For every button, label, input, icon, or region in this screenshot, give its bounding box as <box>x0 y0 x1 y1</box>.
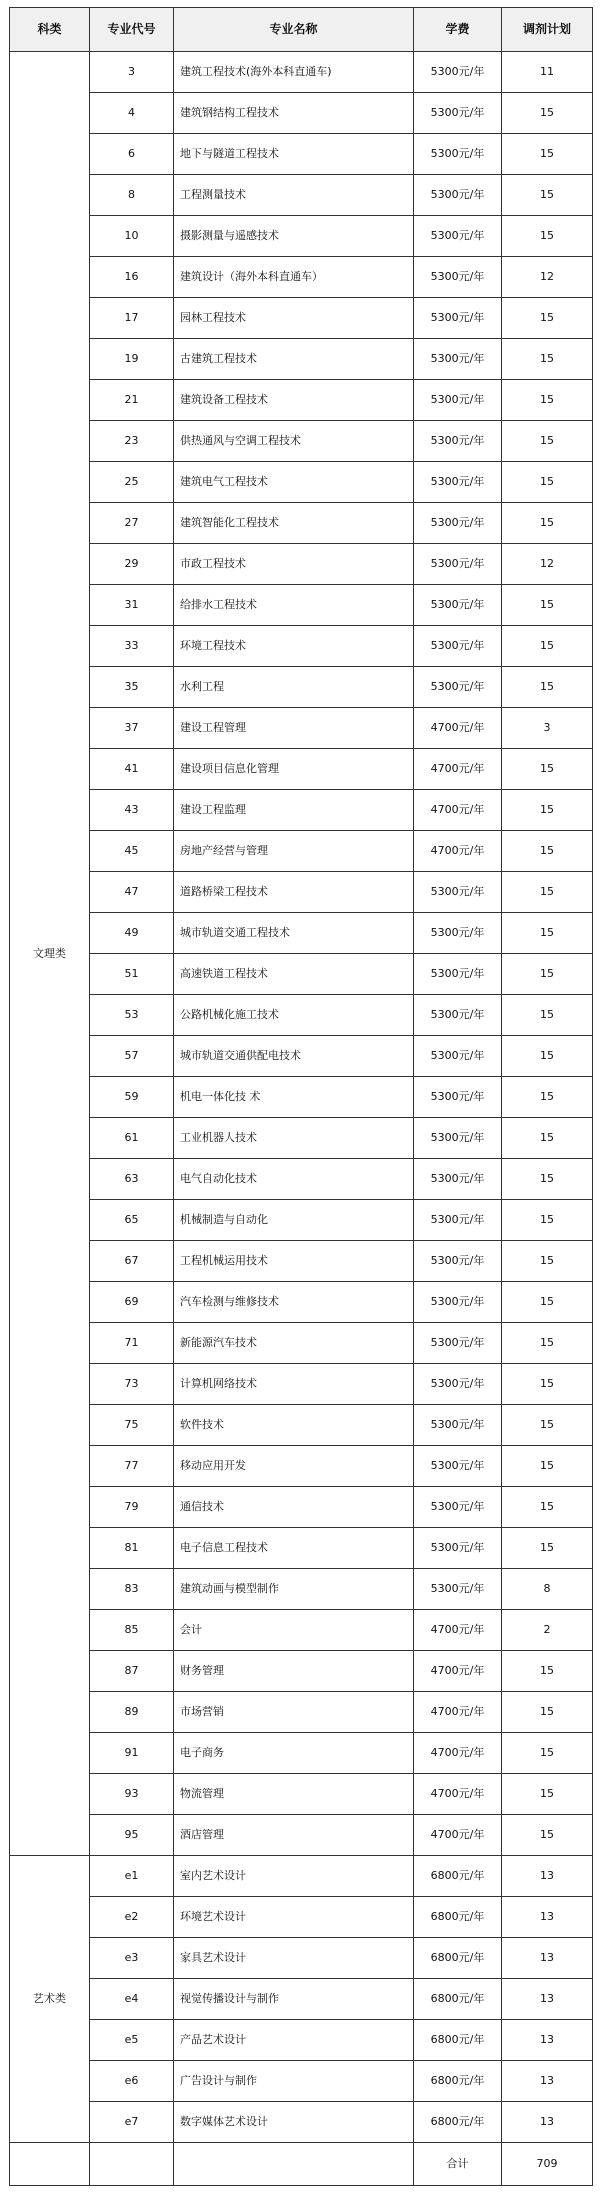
plan-cell: 15 <box>502 626 593 667</box>
major-name-cell: 地下与隧道工程技术 <box>174 134 414 175</box>
tuition-cell: 4700元/年 <box>414 1610 502 1651</box>
major-name-cell: 计算机网络技术 <box>174 1364 414 1405</box>
plan-cell: 15 <box>502 216 593 257</box>
plan-cell: 15 <box>502 831 593 872</box>
major-name-cell: 产品艺术设计 <box>174 2020 414 2061</box>
tuition-cell: 5300元/年 <box>414 339 502 380</box>
plan-cell: 15 <box>502 1528 593 1569</box>
major-name-cell: 数字媒体艺术设计 <box>174 2102 414 2143</box>
table-row <box>10 339 593 380</box>
major-name-cell: 会计 <box>174 1610 414 1651</box>
table-row <box>10 749 593 790</box>
plan-cell: 12 <box>502 257 593 298</box>
major-name-cell: 建设工程管理 <box>174 708 414 749</box>
table-row <box>10 421 593 462</box>
major-code-cell: 77 <box>90 1446 174 1487</box>
plan-cell: 15 <box>502 93 593 134</box>
major-code-cell: 41 <box>90 749 174 790</box>
major-code-cell: 87 <box>90 1651 174 1692</box>
major-name-cell: 建筑动画与模型制作 <box>174 1569 414 1610</box>
major-name-cell: 工业机器人技术 <box>174 1118 414 1159</box>
header-fee: 学费 <box>414 8 502 52</box>
table-row <box>10 1364 593 1405</box>
major-code-cell: 35 <box>90 667 174 708</box>
table-row <box>10 1815 593 1856</box>
tuition-cell: 5300元/年 <box>414 667 502 708</box>
plan-cell: 13 <box>502 2020 593 2061</box>
table-row <box>10 2102 593 2143</box>
major-code-cell: 93 <box>90 1774 174 1815</box>
tuition-cell: 5300元/年 <box>414 1159 502 1200</box>
major-code-cell: e6 <box>90 2061 174 2102</box>
table-row <box>10 995 593 1036</box>
tuition-cell: 5300元/年 <box>414 954 502 995</box>
major-code-cell: 79 <box>90 1487 174 1528</box>
major-code-cell: 33 <box>90 626 174 667</box>
tuition-cell: 5300元/年 <box>414 1077 502 1118</box>
tuition-cell: 6800元/年 <box>414 2102 502 2143</box>
tuition-cell: 4700元/年 <box>414 1733 502 1774</box>
plan-cell: 15 <box>502 995 593 1036</box>
major-code-cell: 57 <box>90 1036 174 1077</box>
major-name-cell: 建筑钢结构工程技术 <box>174 93 414 134</box>
tuition-cell: 5300元/年 <box>414 216 502 257</box>
major-name-cell: 市政工程技术 <box>174 544 414 585</box>
major-name-cell: 通信技术 <box>174 1487 414 1528</box>
major-name-cell: 古建筑工程技术 <box>174 339 414 380</box>
plan-cell: 15 <box>502 1774 593 1815</box>
category-cell: 艺术类 <box>10 1856 90 2143</box>
table-row <box>10 1897 593 1938</box>
tuition-cell: 4700元/年 <box>414 1774 502 1815</box>
major-code-cell: 4 <box>90 93 174 134</box>
major-code-cell: e7 <box>90 2102 174 2143</box>
tuition-cell: 5300元/年 <box>414 544 502 585</box>
major-name-cell: 道路桥梁工程技术 <box>174 872 414 913</box>
table-row <box>10 1200 593 1241</box>
major-code-cell: e4 <box>90 1979 174 2020</box>
table-row <box>10 2061 593 2102</box>
total-blank-cell <box>10 2143 90 2186</box>
tuition-cell: 5300元/年 <box>414 257 502 298</box>
tuition-cell: 4700元/年 <box>414 749 502 790</box>
plan-cell: 15 <box>502 1446 593 1487</box>
plan-cell: 15 <box>502 1118 593 1159</box>
table-row <box>10 667 593 708</box>
plan-cell: 15 <box>502 749 593 790</box>
tuition-cell: 4700元/年 <box>414 1692 502 1733</box>
header-plan: 调剂计划 <box>502 8 593 52</box>
plan-cell: 15 <box>502 339 593 380</box>
plan-cell: 11 <box>502 52 593 93</box>
tuition-cell: 5300元/年 <box>414 134 502 175</box>
major-code-cell: 10 <box>90 216 174 257</box>
major-name-cell: 环境工程技术 <box>174 626 414 667</box>
tuition-cell: 6800元/年 <box>414 1979 502 2020</box>
major-code-cell: 27 <box>90 503 174 544</box>
table-row <box>10 257 593 298</box>
major-name-cell: 工程机械运用技术 <box>174 1241 414 1282</box>
table-row <box>10 1610 593 1651</box>
total-value: 709 <box>502 2143 593 2186</box>
plan-cell: 15 <box>502 1405 593 1446</box>
tuition-cell: 5300元/年 <box>414 421 502 462</box>
major-name-cell: 建筑电气工程技术 <box>174 462 414 503</box>
plan-cell: 15 <box>502 462 593 503</box>
plan-cell: 3 <box>502 708 593 749</box>
tuition-cell: 4700元/年 <box>414 831 502 872</box>
major-code-cell: e3 <box>90 1938 174 1979</box>
table-row <box>10 1077 593 1118</box>
table-row <box>10 1856 593 1897</box>
tuition-cell: 5300元/年 <box>414 462 502 503</box>
tuition-cell: 5300元/年 <box>414 1200 502 1241</box>
major-name-cell: 新能源汽车技术 <box>174 1323 414 1364</box>
total-label: 合计 <box>414 2143 502 2186</box>
tuition-cell: 5300元/年 <box>414 1323 502 1364</box>
plan-cell: 15 <box>502 667 593 708</box>
major-name-cell: 建设工程监理 <box>174 790 414 831</box>
tuition-cell: 5300元/年 <box>414 872 502 913</box>
tuition-cell: 4700元/年 <box>414 1651 502 1692</box>
table-row <box>10 1774 593 1815</box>
major-name-cell: 园林工程技术 <box>174 298 414 339</box>
plan-cell: 13 <box>502 1979 593 2020</box>
plan-cell: 15 <box>502 1077 593 1118</box>
table-row <box>10 93 593 134</box>
plan-cell: 15 <box>502 585 593 626</box>
tuition-cell: 5300元/年 <box>414 298 502 339</box>
plan-cell: 15 <box>502 1282 593 1323</box>
major-name-cell: 建筑设计（海外本科直通车） <box>174 257 414 298</box>
major-name-cell: 酒店管理 <box>174 1815 414 1856</box>
plan-cell: 15 <box>502 1692 593 1733</box>
major-code-cell: 89 <box>90 1692 174 1733</box>
plan-cell: 15 <box>502 298 593 339</box>
major-code-cell: 21 <box>90 380 174 421</box>
major-code-cell: 73 <box>90 1364 174 1405</box>
major-name-cell: 机械制造与自动化 <box>174 1200 414 1241</box>
major-name-cell: 高速铁道工程技术 <box>174 954 414 995</box>
major-name-cell: 物流管理 <box>174 1774 414 1815</box>
major-name-cell: 给排水工程技术 <box>174 585 414 626</box>
major-name-cell: 供热通风与空调工程技术 <box>174 421 414 462</box>
major-code-cell: 75 <box>90 1405 174 1446</box>
plan-cell: 13 <box>502 1938 593 1979</box>
major-code-cell: 47 <box>90 872 174 913</box>
major-name-cell: 电子信息工程技术 <box>174 1528 414 1569</box>
major-code-cell: 51 <box>90 954 174 995</box>
tuition-cell: 4700元/年 <box>414 708 502 749</box>
major-name-cell: 建筑智能化工程技术 <box>174 503 414 544</box>
plan-cell: 15 <box>502 913 593 954</box>
major-code-cell: 43 <box>90 790 174 831</box>
major-name-cell: 视觉传播设计与制作 <box>174 1979 414 2020</box>
tuition-cell: 5300元/年 <box>414 175 502 216</box>
major-code-cell: 85 <box>90 1610 174 1651</box>
plan-cell: 15 <box>502 1159 593 1200</box>
tuition-cell: 4700元/年 <box>414 1815 502 1856</box>
major-code-cell: 17 <box>90 298 174 339</box>
table-row <box>10 831 593 872</box>
tuition-cell: 5300元/年 <box>414 1282 502 1323</box>
tuition-cell: 4700元/年 <box>414 790 502 831</box>
tuition-cell: 5300元/年 <box>414 52 502 93</box>
major-code-cell: 69 <box>90 1282 174 1323</box>
major-code-cell: e2 <box>90 1897 174 1938</box>
major-name-cell: 摄影测量与遥感技术 <box>174 216 414 257</box>
tuition-cell: 5300元/年 <box>414 585 502 626</box>
plan-cell: 15 <box>502 954 593 995</box>
major-name-cell: 环境艺术设计 <box>174 1897 414 1938</box>
major-name-cell: 机电一体化技 术 <box>174 1077 414 1118</box>
major-code-cell: 49 <box>90 913 174 954</box>
tuition-cell: 5300元/年 <box>414 503 502 544</box>
major-code-cell: 23 <box>90 421 174 462</box>
tuition-cell: 6800元/年 <box>414 2061 502 2102</box>
admission-plan-table <box>9 7 593 2186</box>
plan-cell: 12 <box>502 544 593 585</box>
table-row <box>10 1323 593 1364</box>
major-code-cell: 65 <box>90 1200 174 1241</box>
tuition-cell: 5300元/年 <box>414 93 502 134</box>
major-name-cell: 建设项目信息化管理 <box>174 749 414 790</box>
plan-cell: 15 <box>502 380 593 421</box>
major-name-cell: 室内艺术设计 <box>174 1856 414 1897</box>
major-code-cell: 25 <box>90 462 174 503</box>
major-code-cell: 6 <box>90 134 174 175</box>
table-row <box>10 52 593 93</box>
table-row <box>10 2020 593 2061</box>
major-code-cell: 16 <box>90 257 174 298</box>
major-name-cell: 家具艺术设计 <box>174 1938 414 1979</box>
tuition-cell: 5300元/年 <box>414 1446 502 1487</box>
major-name-cell: 电气自动化技术 <box>174 1159 414 1200</box>
table-row <box>10 503 593 544</box>
total-blank-cell <box>90 2143 174 2186</box>
table-row <box>10 913 593 954</box>
table-row <box>10 708 593 749</box>
plan-cell: 15 <box>502 1200 593 1241</box>
tuition-cell: 5300元/年 <box>414 1487 502 1528</box>
major-name-cell: 市场营销 <box>174 1692 414 1733</box>
table-row <box>10 1487 593 1528</box>
major-name-cell: 公路机械化施工技术 <box>174 995 414 1036</box>
table-row <box>10 216 593 257</box>
table-row <box>10 1036 593 1077</box>
major-code-cell: 67 <box>90 1241 174 1282</box>
plan-cell: 13 <box>502 1856 593 1897</box>
table-row <box>10 1446 593 1487</box>
tuition-cell: 6800元/年 <box>414 1897 502 1938</box>
plan-cell: 15 <box>502 1323 593 1364</box>
plan-cell: 15 <box>502 503 593 544</box>
tuition-cell: 5300元/年 <box>414 1528 502 1569</box>
major-name-cell: 软件技术 <box>174 1405 414 1446</box>
tuition-cell: 5300元/年 <box>414 1405 502 1446</box>
total-row <box>10 2143 593 2186</box>
tuition-cell: 6800元/年 <box>414 1856 502 1897</box>
plan-cell: 15 <box>502 1815 593 1856</box>
major-name-cell: 城市轨道交通供配电技术 <box>174 1036 414 1077</box>
table-row <box>10 175 593 216</box>
table-row <box>10 1979 593 2020</box>
major-code-cell: 37 <box>90 708 174 749</box>
tuition-cell: 5300元/年 <box>414 913 502 954</box>
table-row <box>10 380 593 421</box>
tuition-cell: 5300元/年 <box>414 1036 502 1077</box>
table-row <box>10 790 593 831</box>
header-name: 专业名称 <box>174 8 414 52</box>
major-name-cell: 房地产经营与管理 <box>174 831 414 872</box>
tuition-cell: 5300元/年 <box>414 1118 502 1159</box>
major-code-cell: 71 <box>90 1323 174 1364</box>
plan-cell: 15 <box>502 134 593 175</box>
table-row <box>10 1938 593 1979</box>
table-row <box>10 1405 593 1446</box>
table-row <box>10 872 593 913</box>
plan-cell: 15 <box>502 1487 593 1528</box>
major-name-cell: 广告设计与制作 <box>174 2061 414 2102</box>
plan-cell: 15 <box>502 175 593 216</box>
major-code-cell: 61 <box>90 1118 174 1159</box>
table-row <box>10 626 593 667</box>
tuition-cell: 5300元/年 <box>414 626 502 667</box>
major-code-cell: 45 <box>90 831 174 872</box>
table-header-row <box>10 8 593 52</box>
total-blank-cell <box>174 2143 414 2186</box>
major-code-cell: 95 <box>90 1815 174 1856</box>
plan-cell: 13 <box>502 2102 593 2143</box>
table-row <box>10 1528 593 1569</box>
table-row <box>10 1569 593 1610</box>
plan-cell: 15 <box>502 1241 593 1282</box>
plan-cell: 13 <box>502 2061 593 2102</box>
table-row <box>10 1118 593 1159</box>
table-row <box>10 1651 593 1692</box>
plan-cell: 15 <box>502 421 593 462</box>
table-row <box>10 585 593 626</box>
major-name-cell: 工程测量技术 <box>174 175 414 216</box>
header-category: 科类 <box>10 8 90 52</box>
table-row <box>10 1241 593 1282</box>
major-code-cell: 91 <box>90 1733 174 1774</box>
table-row <box>10 298 593 339</box>
table-row <box>10 1282 593 1323</box>
table-row <box>10 134 593 175</box>
tuition-cell: 6800元/年 <box>414 1938 502 1979</box>
major-code-cell: e5 <box>90 2020 174 2061</box>
table-body <box>10 52 593 2143</box>
major-code-cell: 19 <box>90 339 174 380</box>
table-row <box>10 544 593 585</box>
major-name-cell: 城市轨道交通工程技术 <box>174 913 414 954</box>
major-name-cell: 水利工程 <box>174 667 414 708</box>
plan-cell: 13 <box>502 1897 593 1938</box>
major-code-cell: 53 <box>90 995 174 1036</box>
plan-cell: 15 <box>502 1651 593 1692</box>
tuition-cell: 5300元/年 <box>414 995 502 1036</box>
table-row <box>10 1733 593 1774</box>
plan-cell: 15 <box>502 1733 593 1774</box>
major-name-cell: 建筑工程技术(海外本科直通车) <box>174 52 414 93</box>
table-row <box>10 462 593 503</box>
major-name-cell: 建筑设备工程技术 <box>174 380 414 421</box>
plan-cell: 15 <box>502 872 593 913</box>
plan-cell: 2 <box>502 1610 593 1651</box>
plan-cell: 15 <box>502 1364 593 1405</box>
major-code-cell: 29 <box>90 544 174 585</box>
header-code: 专业代号 <box>90 8 174 52</box>
plan-cell: 15 <box>502 790 593 831</box>
table-row <box>10 1692 593 1733</box>
table-row <box>10 1159 593 1200</box>
major-code-cell: 59 <box>90 1077 174 1118</box>
plan-cell: 15 <box>502 1036 593 1077</box>
major-name-cell: 汽车检测与维修技术 <box>174 1282 414 1323</box>
table-row <box>10 954 593 995</box>
tuition-cell: 5300元/年 <box>414 1569 502 1610</box>
major-name-cell: 移动应用开发 <box>174 1446 414 1487</box>
category-cell: 文理类 <box>10 52 90 1856</box>
tuition-cell: 6800元/年 <box>414 2020 502 2061</box>
major-code-cell: 3 <box>90 52 174 93</box>
major-code-cell: e1 <box>90 1856 174 1897</box>
major-code-cell: 63 <box>90 1159 174 1200</box>
major-name-cell: 电子商务 <box>174 1733 414 1774</box>
major-name-cell: 财务管理 <box>174 1651 414 1692</box>
major-code-cell: 8 <box>90 175 174 216</box>
plan-cell: 8 <box>502 1569 593 1610</box>
major-code-cell: 81 <box>90 1528 174 1569</box>
tuition-cell: 5300元/年 <box>414 1364 502 1405</box>
major-code-cell: 83 <box>90 1569 174 1610</box>
major-code-cell: 31 <box>90 585 174 626</box>
tuition-cell: 5300元/年 <box>414 380 502 421</box>
tuition-cell: 5300元/年 <box>414 1241 502 1282</box>
